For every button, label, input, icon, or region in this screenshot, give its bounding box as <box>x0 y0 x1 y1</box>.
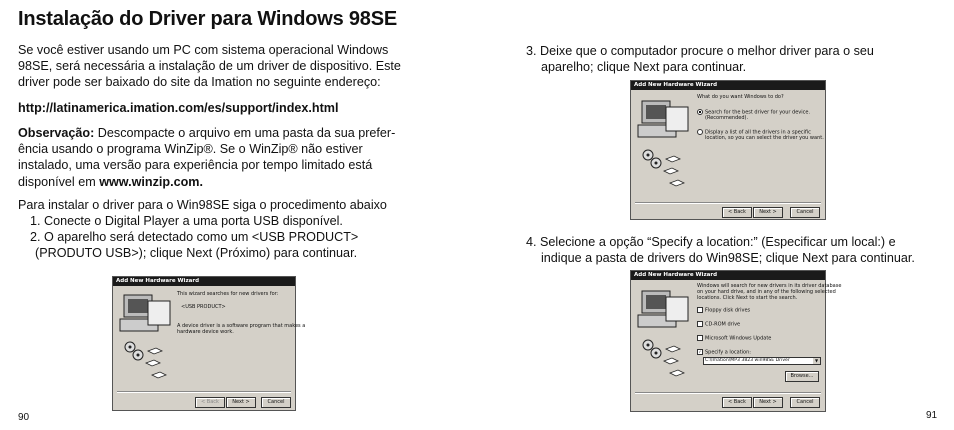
cancel-button[interactable]: Cancel <box>261 397 291 408</box>
dialog-titlebar: Add New Hardware Wizard <box>631 271 825 280</box>
dialog-titlebar: Add New Hardware Wizard <box>113 277 295 286</box>
step-1: 1. Conecte o Digital Player a uma porta USB disponível. <box>30 214 343 228</box>
chevron-down-icon[interactable]: ▼ <box>814 358 819 363</box>
note-label: Observação: <box>18 126 95 140</box>
note-line: Descompacte o arquivo em uma pasta da sua prefer- <box>94 126 396 140</box>
dialog-titlebar: Add New Hardware Wizard <box>631 81 825 90</box>
cancel-button[interactable]: Cancel <box>790 207 820 218</box>
checkbox-label: Specify a location: <box>705 349 751 356</box>
back-button[interactable]: < Back <box>722 397 752 408</box>
next-button[interactable]: Next > <box>753 207 783 218</box>
checkbox-label: Microsoft Windows Update <box>705 335 772 342</box>
checkbox-windows-update[interactable] <box>697 335 771 342</box>
checkbox-cdrom[interactable] <box>697 321 740 328</box>
winzip-link[interactable]: www.winzip.com. <box>99 174 203 189</box>
checkbox-icon[interactable] <box>697 335 703 341</box>
dialog-text: A device driver is a software program that makes a <box>177 323 306 329</box>
wizard-dialog-detected <box>112 276 306 411</box>
checkbox-checked-icon[interactable]: ✓ <box>698 349 702 354</box>
dialog-divider <box>117 391 291 393</box>
intro-paragraph <box>18 42 401 91</box>
step-3 <box>526 43 874 75</box>
step-2 <box>30 229 358 261</box>
step-2-line: 2. O aparelho será detectado como um <USB PRODUCT> <box>30 230 359 244</box>
location-path-value: C:\Imation\MP3 3823 win98SE Driver <box>705 358 790 363</box>
checkbox-label: CD-ROM drive <box>705 321 741 328</box>
intro-line: driver pode ser baixado do site da Imation no seguinte endereço: <box>18 75 381 90</box>
cancel-button[interactable]: Cancel <box>790 397 820 408</box>
option-label: Search for the best driver for your device. <box>705 109 811 116</box>
dialog-text: hardware device work. <box>177 329 234 335</box>
note-line: ência usando o programa WinZip®. Se o WinZip® não estiver <box>18 142 363 157</box>
back-button[interactable]: < Back <box>195 397 225 408</box>
checkbox-specify-location[interactable] <box>697 349 751 356</box>
dialog-text: This wizard searches for new drivers for: <box>177 291 279 297</box>
checkbox-floppy[interactable] <box>697 307 750 314</box>
next-button[interactable]: Next > <box>753 397 783 408</box>
browse-button[interactable]: Browse... <box>785 371 819 382</box>
step-3-line: aparelho; clique Next para continuar. <box>541 60 747 75</box>
hardware-wizard-illustration-icon <box>636 285 692 385</box>
dialog-text: locations. Click Next to start the search. <box>697 295 798 301</box>
step-4-line: 4. Selecione a opção “Specify a location:” (Especificar um local:) e <box>526 235 896 249</box>
hardware-wizard-illustration-icon <box>118 291 174 387</box>
location-path-input[interactable] <box>703 357 821 365</box>
radio-icon[interactable] <box>697 129 703 135</box>
right-page <box>477 0 954 430</box>
steps-intro: Para instalar o driver para o Win98SE siga o procedimento abaixo <box>18 198 387 212</box>
step-4 <box>526 234 915 266</box>
dialog-text: Windows will search for new drivers in its driver database <box>697 283 842 289</box>
wizard-dialog-search <box>630 80 826 220</box>
back-button[interactable]: < Back <box>722 207 752 218</box>
device-name: <USB PRODUCT> <box>181 304 226 310</box>
radio-selected-icon[interactable] <box>697 109 703 115</box>
checkbox-label: Floppy disk drives <box>705 307 751 314</box>
option-label: location, so you can select the driver you want. <box>705 135 824 141</box>
hardware-wizard-illustration-icon <box>636 95 692 195</box>
dialog-divider <box>635 202 821 204</box>
page-title: Instalação do Driver para Windows 98SE <box>18 8 398 30</box>
step-3-line: 3. Deixe que o computador procure o melhor driver para o seu <box>526 44 874 58</box>
dialog-divider <box>635 392 821 394</box>
note-line: disponível em <box>18 174 100 189</box>
note-paragraph <box>18 125 395 190</box>
option-label: Display a list of all the drivers in a specific <box>705 129 811 136</box>
wizard-dialog-location <box>630 270 842 412</box>
step-4-line: indique a pasta de drivers do Win98SE; clique Next para continuar. <box>541 251 915 266</box>
dialog-question: What do you want Windows to do? <box>697 94 784 100</box>
dialog-text: on your hard drive, and in any of the following selected <box>697 289 836 295</box>
next-button[interactable]: Next > <box>226 397 256 408</box>
note-line: instalado, uma versão para experiência por tempo limitado está <box>18 158 373 173</box>
page-number: 91 <box>926 410 938 421</box>
checkbox-icon[interactable] <box>697 307 703 313</box>
step-2-line: (PRODUTO USB>); clique Next (Próximo) para continuar. <box>35 246 358 261</box>
intro-line: 98SE, será necessária a instalação de um driver de dispositivo. Este <box>18 59 401 74</box>
checkbox-icon[interactable] <box>697 321 703 327</box>
driver-url[interactable]: http://latinamerica.imation.com/es/support/index.html <box>18 101 339 115</box>
option-label: (Recommended). <box>705 115 749 121</box>
intro-line: Se você estiver usando um PC com sistema operacional Windows <box>18 43 389 57</box>
page-number: 90 <box>18 412 30 423</box>
